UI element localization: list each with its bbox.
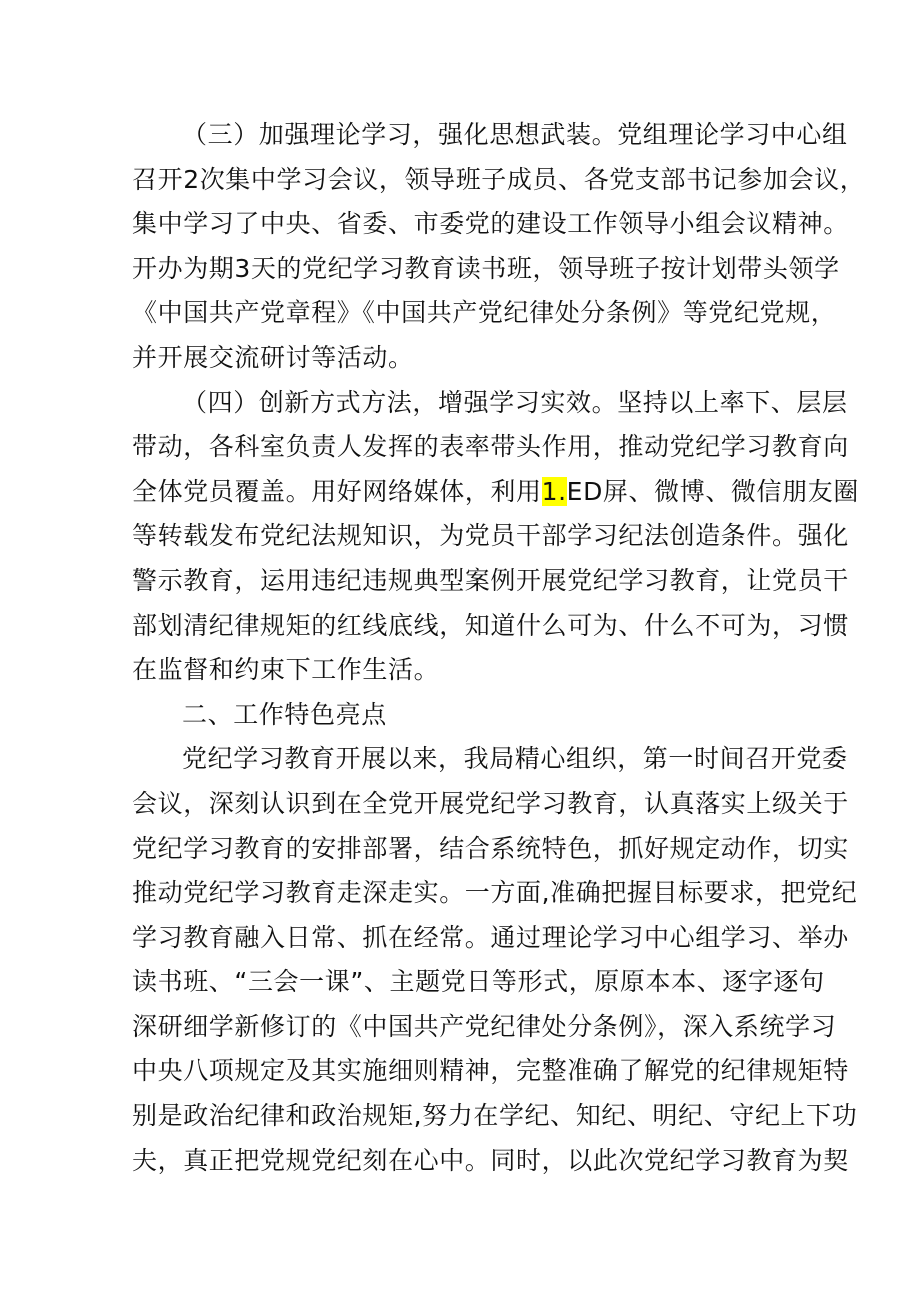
paragraph-line: 别是政治纪律和政治规矩,努力在学纪、知纪、明纪、守纪上下功 — [132, 1101, 858, 1131]
paragraph-line: 读书班、“三会一课”、主题党日等形式，原原本本、逐字逐句 — [132, 967, 825, 997]
paragraph-line-highlighted — [132, 470, 859, 515]
paragraph-line: 深研细学新修订的《中国共产党纪律处分条例》，深入系统学习 — [132, 1011, 837, 1041]
paragraph-line: 《中国共产党章程》《中国共产党纪律处分条例》等党纪党规， — [132, 298, 837, 328]
paragraph-line: 警示教育，运用违纪违规典型案例开展党纪学习教育，让党员干 — [132, 565, 849, 595]
paragraph-line: 会议，深刻认识到在全党开展党纪学习教育，认真落实上级关于 — [132, 788, 849, 818]
paragraph-line: 集中学习了中央、省委、市委党的建设工作领导小组会议精神。 — [132, 209, 849, 239]
highlighted-text: 1. — [541, 476, 567, 506]
paragraph-line: 并开展交流研讨等活动。 — [132, 342, 414, 372]
paragraph-line: 中央八项规定及其实施细则精神，完整准确了解党的纪律规矩特 — [132, 1056, 849, 1086]
paragraph-line: 召开2次集中学习会议，领导班子成员、各党支部书记参加会议， — [132, 164, 866, 194]
paragraph-line: 在监督和约束下工作生活。 — [132, 655, 440, 685]
paragraph-line: 学习教育融入日常、抓在经常。通过理论学习中心组学习、举办 — [132, 922, 849, 952]
paragraph-line: 党纪学习教育的安排部署，结合系统特色，抓好规定动作，切实 — [132, 833, 849, 863]
paragraph-line: （四）创新方式方法，增强学习实效。坚持以上率下、层层 — [182, 387, 848, 417]
line-text-before: 全体党员覆盖。用好网络媒体，利用 — [132, 476, 542, 506]
document-body — [132, 113, 866, 1183]
section-heading: 二、工作特色亮点 — [182, 699, 387, 729]
paragraph-line: 推动党纪学习教育走深走实。一方面,准确把握目标要求，把党纪 — [132, 878, 858, 908]
paragraph-line: 部划清纪律规矩的红线底线，知道什么可为、什么不可为，习惯 — [132, 610, 849, 640]
line-text-after: ED屏、微博、微信朋友圈 — [566, 476, 859, 506]
paragraph-line: 夫，真正把党规党纪刻在心中。同时，以此次党纪学习教育为契 — [132, 1145, 849, 1175]
paragraph-line: （三）加强理论学习，强化思想武装。党组理论学习中心组 — [182, 120, 848, 149]
paragraph-line: 开办为期3天的党纪学习教育读书班，领导班子按计划带头领学 — [132, 253, 840, 283]
paragraph-line: 等转载发布党纪法规知识，为党员干部学习纪法创造条件。强化 — [132, 521, 849, 551]
paragraph-line: 党纪学习教育开展以来，我局精心组织，第一时间召开党委 — [182, 744, 848, 774]
paragraph-line: 带动，各科室负责人发挥的表率带头作用，推动党纪学习教育向 — [132, 432, 849, 462]
